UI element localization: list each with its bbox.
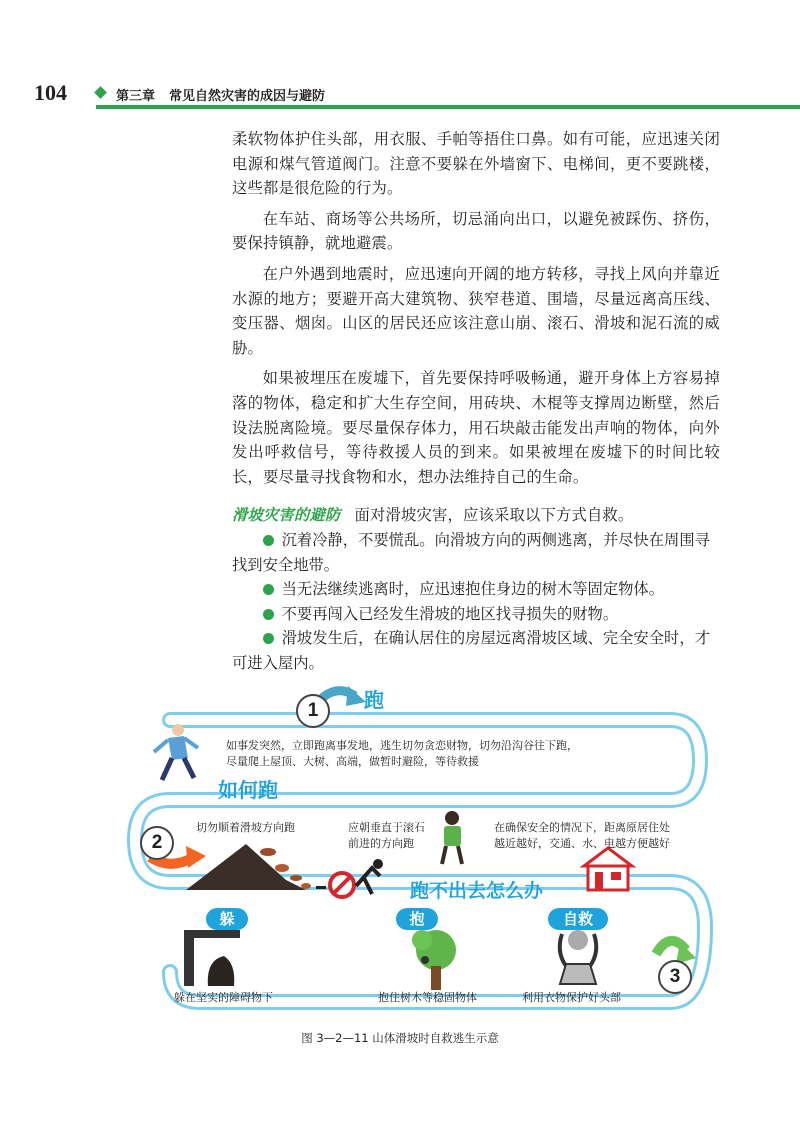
self-rescue-text: 利用衣物保护好头部 bbox=[522, 991, 621, 1004]
page-header bbox=[0, 80, 800, 114]
step2-text-c-line1: 在确保安全的情况下，距离原居住处 bbox=[494, 821, 670, 834]
diamond-icon bbox=[94, 86, 107, 99]
bullet-item bbox=[232, 626, 720, 675]
bullet-text: 当无法继续逃离时，应迅速抱住身边的树木等固定物体。 bbox=[281, 580, 665, 599]
step1-title: 跑 bbox=[364, 688, 384, 712]
bullet-text: 不要再闯入已经发生滑坡的地区找寻损失的财物。 bbox=[281, 604, 619, 623]
header-rule bbox=[96, 105, 800, 109]
bullet-dot-icon bbox=[263, 584, 274, 595]
step2-text-c-line2: 越近越好，交通、水、电越方便越好 bbox=[494, 837, 670, 850]
landslide-escape-diagram bbox=[110, 672, 720, 1017]
head-protect-icon bbox=[560, 930, 597, 984]
hide-text: 躲在坚实的障碍物下 bbox=[174, 991, 273, 1004]
bullet-dot-icon bbox=[263, 633, 274, 644]
step2-text-a: 切勿顺着滑坡方向跑 bbox=[196, 821, 295, 834]
bullet-dot-icon bbox=[263, 609, 274, 620]
body-text bbox=[232, 127, 720, 675]
step1-text-line1: 如事发突然，立即跑离事发地，逃生切勿贪恋财物，切勿沿沟谷往下跑， bbox=[226, 739, 578, 752]
section-intro: 面对滑坡灾害，应该采取以下方式自救。 bbox=[354, 506, 634, 525]
step3-title: 跑不出去怎么办 bbox=[410, 880, 544, 902]
step2-text-b-line2: 前进的方向跑 bbox=[348, 837, 414, 850]
bullet-text: 沉着冷静，不要慌乱。向滑坡方向的两侧逃离，并尽快在周围寻找到安全地带。 bbox=[232, 530, 710, 574]
pill-hold: 抱 bbox=[396, 908, 438, 930]
paragraph-2: 在车站、商场等公共场所，切忌涌向出口，以避免被踩伤、挤伤，要保持镇静，就地避震。 bbox=[232, 209, 720, 253]
paragraph-4: 如果被埋压在废墟下，首先要保持呼吸畅通，避开身体上方容易掉落的物体，稳定和扩大生存空间，用砖块、木棍等支撑周边断壁，然后设法脱离险境。要尽量保存体力，用石块敲击能发出声响的物体，向外发出呼救信号，等待救援人员的到来。如果被埋在废墟下的时间比较长，要尽量寻找食物和水，想办法维持自己的生命。 bbox=[232, 369, 720, 486]
bullet-item bbox=[232, 602, 720, 627]
paragraph-1: 柔软物体护住头部，用衣服、手帕等捂住口鼻。如有可能，应迅速关闭电源和煤气管道阀门。注意不要躲在外墙窗下、电梯间，更不要跳楼，这些都是很危险的行为。 bbox=[232, 130, 720, 198]
obstacle-shelter-icon bbox=[184, 930, 240, 986]
step-number-2: 2 bbox=[140, 826, 174, 860]
figure-caption: 图 3—2—11 山体滑坡时自救逃生示意 bbox=[301, 1031, 499, 1045]
pill-hide: 躲 bbox=[206, 908, 248, 930]
step2-title: 如何跑 bbox=[218, 778, 278, 802]
house-icon bbox=[584, 848, 632, 890]
section-intro-line bbox=[232, 503, 720, 528]
chapter-heading bbox=[116, 85, 325, 104]
chapter-title: 常见自然灾害的成因与避防 bbox=[169, 89, 326, 104]
tree-icon bbox=[412, 930, 456, 990]
chapter-label: 第三章 bbox=[116, 89, 156, 104]
bullet-dot-icon bbox=[263, 535, 274, 546]
step-number-3: 3 bbox=[658, 960, 692, 994]
step1-text-line2: 尽量爬上屋顶、大树、高端，做暂时避险，等待救援 bbox=[226, 755, 479, 768]
bullet-item bbox=[232, 528, 720, 577]
bullet-item bbox=[232, 577, 720, 602]
step-number-1: 1 bbox=[296, 694, 330, 728]
running-man-icon bbox=[154, 724, 198, 780]
page-number: 104 bbox=[34, 80, 67, 105]
landslide-rocks-icon bbox=[186, 844, 326, 890]
jogger-icon bbox=[442, 811, 462, 864]
section-title: 滑坡灾害的避防 bbox=[232, 506, 341, 525]
hold-text: 抱住树木等稳固物体 bbox=[378, 991, 477, 1004]
step2-text-b-line1: 应朝垂直于滚石 bbox=[348, 821, 425, 834]
paragraph-3: 在户外遇到地震时，应迅速向开阔的地方转移，寻找上风向并靠近水源的地方；要避开高大建筑物、狭窄巷道、围墙，尽量远离高压线、变压器、烟囱。山区的居民还应该注意山崩、滚石、滑坡和泥石流的威胁。 bbox=[232, 264, 720, 357]
pill-self-rescue: 自救 bbox=[548, 908, 608, 930]
bullet-text: 滑坡发生后，在确认居住的房屋远离滑坡区域、完全安全时，才可进入屋内。 bbox=[232, 629, 710, 672]
